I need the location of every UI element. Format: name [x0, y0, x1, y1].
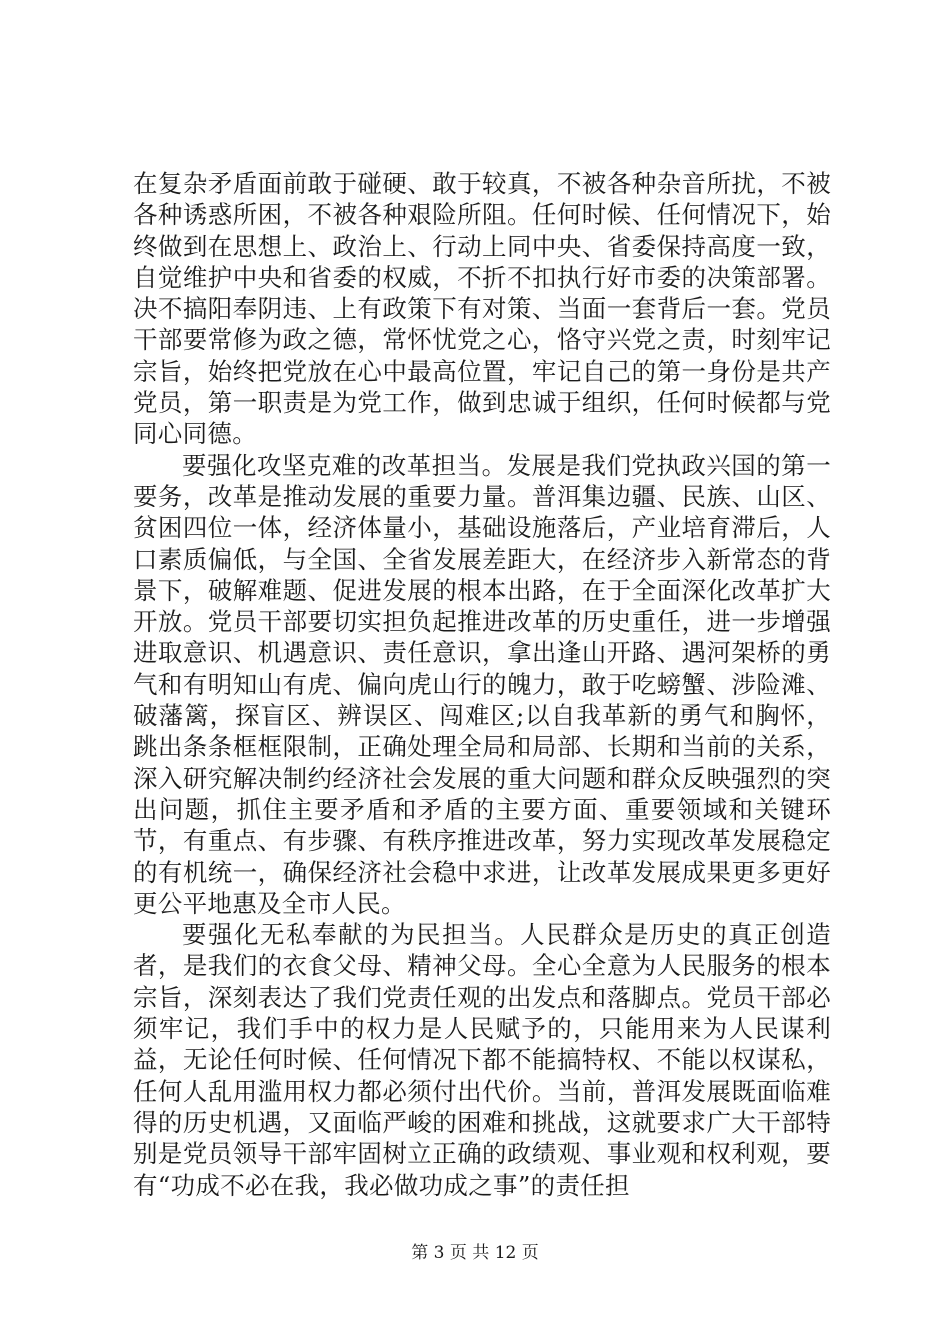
paragraph-2: 要强化攻坚克难的改革担当。发展是我们党执政兴国的第一要务，改革是推动发展的重要力量。普洱集边疆、民族、山区、贫困四位一体，经济体量小，基础设施落后，产业培育滞后，人口素质偏低，与全国、全省发展差距大，在经济步入新常态的背景下，破解难题、促进发展的根本出路，在于全面深化改革扩大开放。党员干部要切实担负起推进改革的历史重任，进一步增强进取意识、机遇意识、责任意识，拿出逢山开路、遇河架桥的勇气和有明知山有虎、偏向虎山行的魄力，敢于吃螃蟹、涉险滩、破藩篱，探盲区、辨误区、闯难区;以自我革新的勇气和胸怀，跳出条条框框限制，正确处理全局和局部、长期和当前的关系，深入研究解决制约经济社会发展的重大问题和群众反映强烈的突出问题，抓住主要矛盾和矛盾的主要方面、重要领域和关键环节，有重点、有步骤、有秩序推进改革，努力实现改革发展稳定的有机统一，确保经济社会稳中求进，让改革发展成果更多更好更公平地惠及全市人民。 — [133, 450, 831, 918]
paragraph-1: 在复杂矛盾面前敢于碰硬、敢于较真，不被各种杂音所扰，不被各种诱惑所困，不被各种艰险所阻。任何时候、任何情况下，始终做到在思想上、政治上、行动上同中央、省委保持高度一致，自觉维护中央和省委的权威，不折不扣执行好市委的决策部署。决不搞阳奉阴违、上有政策下有对策、当面一套背后一套。党员干部要常修为政之德，常怀忧党之心，恪守兴党之责，时刻牢记宗旨，始终把党放在心中最高位置，牢记自己的第一身份是共产党员，第一职责是为党工作，做到忠诚于组织，任何时候都与党同心同德。 — [133, 169, 831, 449]
page-footer — [0, 1242, 950, 1264]
document-body — [133, 168, 831, 1201]
page-number-label: 第 3 页 共 12 页 — [411, 1243, 539, 1263]
paragraph-3: 要强化无私奉献的为民担当。人民群众是历史的真正创造者，是我们的衣食父母、精神父母。全心全意为人民服务的根本宗旨，深刻表达了我们党责任观的出发点和落脚点。党员干部必须牢记，我们手中的权力是人民赋予的，只能用来为人民谋利益，无论任何时候、任何情况下都不能搞特权、不能以权谋私，任何人乱用滥用权力都必须付出代价。当前，普洱发展既面临难得的历史机遇，又面临严峻的困难和挑战，这就要求广大干部特别是党员领导干部牢固树立正确的政绩观、事业观和权利观，要有“功成不必在我，我必做功成之事”的责任担 — [133, 920, 831, 1200]
